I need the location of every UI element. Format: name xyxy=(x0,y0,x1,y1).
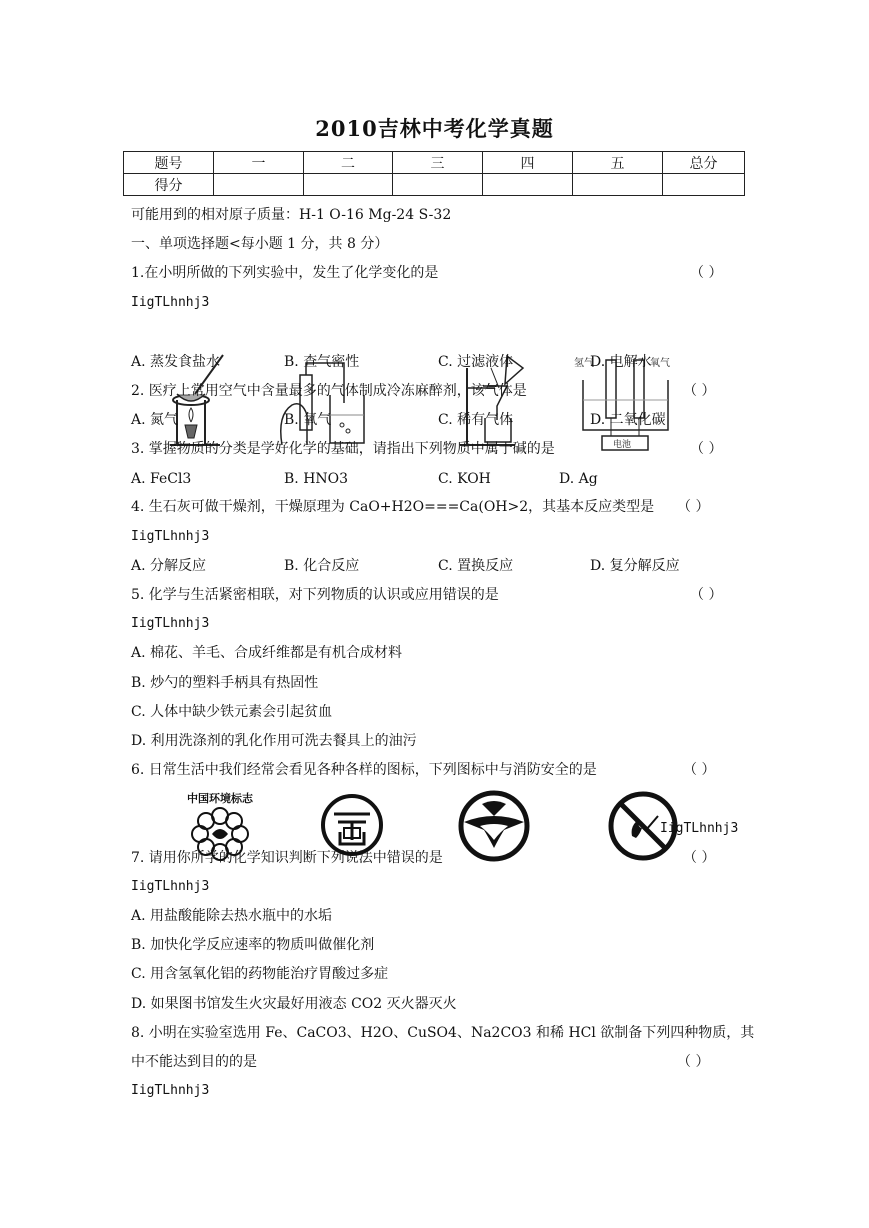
option-d: D. 利用洗涤剂的乳化作用可洗去餐具上的油污 xyxy=(131,733,417,749)
table-cell: 三 xyxy=(393,152,483,174)
answer-paren: （ ） xyxy=(683,383,716,399)
hydrogen-label: 氢气 xyxy=(574,358,594,369)
option-b: B. 炒勺的塑料手柄具有热固性 xyxy=(131,675,319,691)
question-3-stem: 3. 掌握物质的分类是学好化学的基础，请指出下列物质中属于碱的是 xyxy=(131,441,555,457)
option-a: A. 用盐酸能除去热水瓶中的水垢 xyxy=(131,908,333,924)
option-d: D. Ag xyxy=(559,471,598,487)
option-b: B. 加快化学反应速率的物质叫做催化剂 xyxy=(131,937,375,953)
green-food-icon xyxy=(458,790,530,862)
table-cell xyxy=(573,174,663,196)
watermark-code: IigTLhnhj3 xyxy=(131,295,210,310)
option-c: C. 人体中缺少铁元素会引起贫血 xyxy=(131,704,333,720)
watermark-code: IigTLhnhj3 xyxy=(131,616,210,631)
score-table xyxy=(123,151,745,196)
answer-paren: （ ） xyxy=(690,441,723,457)
question-4-stem: 4. 生石灰可做干燥剂，干燥原理为 CaO+H2O===Ca(OH>2，其基本反应类型是 xyxy=(131,499,655,515)
battery-label: 电池 xyxy=(613,440,632,450)
option-d: D. 如果图书馆发生火灾最好用液态 CO2 灭火器灭火 xyxy=(131,996,457,1012)
section-heading: 一、单项选择题<每小题 1 分，共 8 分） xyxy=(131,236,389,252)
option-c: C. 稀有气体 xyxy=(438,412,514,428)
question-7-stem: 7. 请用你所学的化学知识判断下列说法中错误的是 xyxy=(131,850,443,866)
table-cell xyxy=(304,174,393,196)
answer-paren: （ ） xyxy=(690,265,723,281)
watermark-code: IigTLhnhj3 xyxy=(131,529,210,544)
answer-paren: （ ） xyxy=(677,499,710,515)
question-8-stem-cont: 中不能达到目的的是 xyxy=(131,1054,257,1070)
table-cell: 总分 xyxy=(663,152,745,174)
oxygen-label: 氧气 xyxy=(650,358,670,369)
option-d: D. 二氧化碳 xyxy=(590,412,666,428)
table-cell xyxy=(214,174,304,196)
watermark-code: IigTLhnhj3 xyxy=(660,821,739,836)
watermark-code: IigTLhnhj3 xyxy=(131,1083,210,1098)
table-cell: 得分 xyxy=(124,174,214,196)
question-2-stem: 2. 医疗上常用空气中含量最多的气体制成冷冻麻醉剂，该气体是 xyxy=(131,383,527,399)
question-8-stem: 8. 小明在实验室选用 Fe、CaCO3、H2O、CuSO4、Na2CO3 和稀 HCl 欲制备下列四种物质，其 xyxy=(131,1025,755,1041)
table-cell xyxy=(393,174,483,196)
option-b: B. 化合反应 xyxy=(284,558,360,574)
option-a: A. 棉花、羊毛、合成纤维都是有机合成材料 xyxy=(131,645,403,661)
table-cell: 四 xyxy=(483,152,573,174)
option-d: D. 电解水 xyxy=(590,354,652,370)
answer-paren: （ ） xyxy=(690,587,723,603)
table-cell: 一 xyxy=(214,152,304,174)
option-a: A. 蒸发食盐水 xyxy=(131,354,221,370)
question-5-stem: 5. 化学与生活紧密相联，对下列物质的认识或应用错误的是 xyxy=(131,587,499,603)
option-c: C. 过滤液体 xyxy=(438,354,514,370)
table-cell xyxy=(483,174,573,196)
table-cell: 题号 xyxy=(124,152,214,174)
question-6-stem: 6. 日常生活中我们经常会看见各种各样的图标，下列图标中与消防安全的是 xyxy=(131,762,597,778)
option-a: A. 分解反应 xyxy=(131,558,207,574)
table-cell: 五 xyxy=(573,152,663,174)
question-1-stem: 1.在小明所做的下列实验中，发生了化学变化的是 xyxy=(131,265,439,281)
answer-paren: （ ） xyxy=(683,762,716,778)
atomic-mass-note: 可能用到的相对原子质量：H-1 O-16 Mg-24 S-32 xyxy=(131,207,452,223)
table-cell: 二 xyxy=(304,152,393,174)
option-c: C. KOH xyxy=(438,471,491,487)
option-b: B. HNO3 xyxy=(284,471,349,487)
table-row xyxy=(124,152,745,174)
option-a: A. FeCl3 xyxy=(131,471,192,487)
watermark-code: IigTLhnhj3 xyxy=(131,879,210,894)
table-row xyxy=(124,174,745,196)
option-c: C. 置换反应 xyxy=(438,558,514,574)
option-c: C. 用含氢氧化铝的药物能治疗胃酸过多症 xyxy=(131,966,389,982)
page-title: 2010吉林中考化学真题 xyxy=(315,116,554,141)
option-a: A. 氮气 xyxy=(131,412,179,428)
option-d: D. 复分解反应 xyxy=(590,558,680,574)
answer-paren: （ ） xyxy=(683,850,716,866)
answer-paren: （ ） xyxy=(677,1054,710,1070)
option-b: B. 查气密性 xyxy=(284,354,360,370)
table-cell xyxy=(663,174,745,196)
environment-label-text: 中国环境标志 xyxy=(187,792,253,805)
option-b: B. 氧气 xyxy=(284,412,332,428)
